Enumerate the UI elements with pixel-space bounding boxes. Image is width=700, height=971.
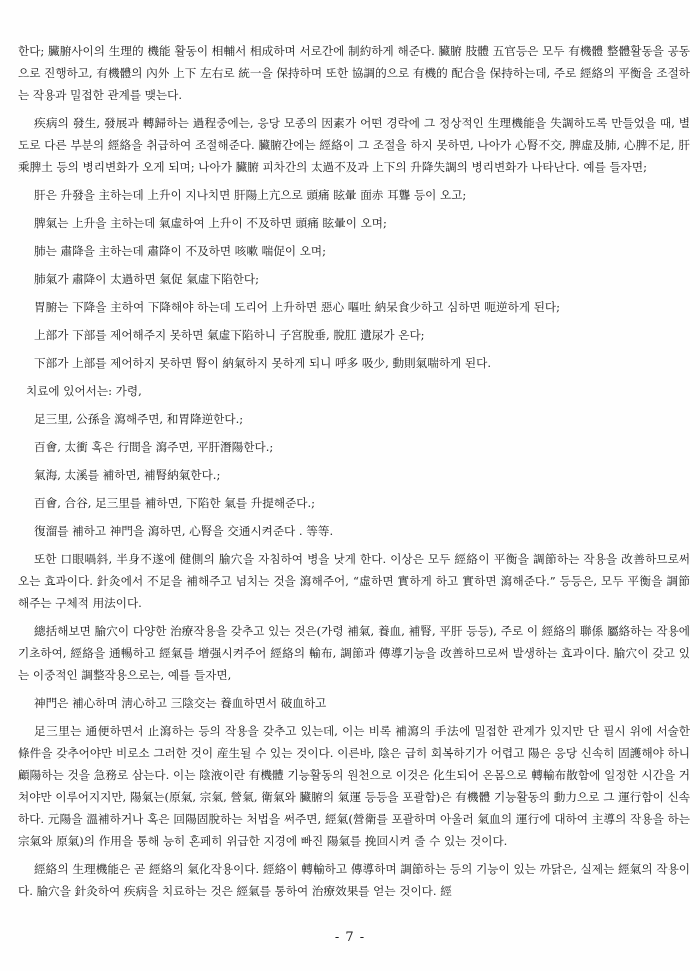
paragraph: 胃腑는 下降을 主하여 下降해야 하는데 도리어 上升하면 惡心 嘔吐 納呆食少하고 심하면 呃逆하게 된다; [34,300,561,314]
page-body [18,40,690,908]
paragraph: 經絡의 生理機能은 곧 經絡의 氣化작용이다. 經絡이 轉輸하고 傳導하며 調節하는 등의 기능이 있는 까닭은, 실제는 經氣의 작용이다. 腧穴을 針灸하여 疾病을 치료하는 것은 經氣를 통하여 治療效果를 얻는 것이다. 經 [18,862,690,898]
paragraph: 肝은 升發을 主하는데 上升이 지나치면 肝陽上亢으로 頭痛 眩暈 面赤 耳聾 등이 오고; [34,188,467,202]
paragraph: 神門은 補心하며 淸心하고 三陰交는 養血하면서 破血하고 [34,696,327,710]
paragraph: 氣海, 太溪를 補하면, 補腎納氣한다.; [34,468,221,482]
paragraph: 足三里는 通便하면서 止瀉하는 등의 작용을 갖추고 있는데, 이는 비록 補瀉의 手法에 밀접한 관계가 있지만 단 필시 위에 서술한 條件을 갖추어야만 비로소 그러한 것이 産生될 수 있는 것이다. 이른바, 陰은 급히 회복하기가 어렵고 陽은 응당 신속히 固護해야 하니 顧陽하는 것을 急務로 삼는다. 이는 陰液이란 有機體 기능활동의 원천으로 이것은 化生되어 온몸으로 轉輸布散함에 일정한 시간을 거쳐야만 이루어지지만, 陽氣는(原氣, 宗氣, 營氣, 衛氣와 臟腑의 氣運 등등을 포괄함)은 有機體 기능활동의 動力으로 그 運行함이 신속하다. 元陽을 溫補하거나 혹은 回陽固脫하는 처법을 써주면, 經氣(營衛를 포괄하며 아울러 氣血의 運行에 대하여 主導의 작용을 하는 宗氣와 原氣)의 作用을 통해 능히 혼페히 위급한 지경에 빠진 陽氣를 挽回시켜 줄 수 있는 것이다. [18,724,690,848]
paragraph: 足三里, 公孫을 瀉해주면, 和胃降逆한다.; [34,412,244,426]
paragraph: 肺氣가 肅降이 太過하면 氣促 氣虛下陷한다; [34,272,259,286]
paragraph: 復溜를 補하고 神門을 瀉하면, 心腎을 交通시켜준다 . 等等. [34,524,334,538]
paragraph: 總括해보면 腧穴이 다양한 治療작용을 갖추고 있는 것은(가령 補氣, 養血, 補腎, 平肝 등등), 주로 이 經絡의 聯係 屬絡하는 작용에 기초하여, 經絡을 通暢하고 經氣를 增强시켜주어 經絡의 輸布, 調節과 傳導기능을 改善하므로써 발생하는 효과이다. 腧穴이 갖고 있는 이중적인 調整작용으로는, 예를 들자면, [18,624,690,682]
paragraph: 下部가 上部를 제어하지 못하면 腎이 納氣하지 못하게 되니 呼多 吸少, 動則氣喘하게 된다. [34,356,492,370]
paragraph: 疾病의 發生, 發展과 轉歸하는 過程중에는, 응당 모종의 因素가 어떤 경락에 그 정상적인 生理機能을 失調하도록 만들었을 때, 별도로 다른 부분의 經絡을 취급하여 조절해준다. 臟腑간에는 經絡이 그 조절을 하지 못하면, 나아가 心腎不交, 脾虛及肺, 心脾不足, 肝乘脾土 등의 병리변화가 오게 되며; 나아가 臟腑 피차간의 太過不及과 上下의 升降失調의 병리변화가 나타난다. 예를 들자면; [18,116,690,174]
paragraph: 百會, 太衝 혹은 行間을 瀉주면, 平肝潛陽한다.; [34,440,274,454]
paragraph: 肺는 肅降을 主하는데 肅降이 不及하면 咳嗽 喘促이 오며; [34,244,327,258]
page-number: - 7 - [334,930,366,945]
paragraph: 치료에 있어서는: 가령, [26,384,142,398]
paragraph: 上部가 下部를 제어해주지 못하면 氣虛下陷하니 子宮脫垂, 脫肛 遺尿가 온다; [34,328,425,342]
paragraph: 한다; 臟腑사이의 生理的 機能 활동이 相輔서 相成하며 서로간에 制約하게 해준다. 臟腑 肢體 五官등은 모두 有機體 整體활동을 공동으로 진행하고, 有機體의 內外 上下 左右로 統一을 保持하며 또한 協調的으로 有機的 配合을 保持하는데, 주로 經絡의 平衡을 조절하는 작용과 밀접한 관계를 맺는다. [18,44,690,102]
paragraph: 또한 口眼喎斜, 半身不遂에 健側의 腧穴을 자침하여 병을 낫게 한다. 이상은 모두 經絡이 平衡을 調節하는 작용을 改善하므로써 오는 효과이다. 針灸에서 不足을 補해주고 넘치는 것을 瀉해주어, “虛하면 實하게 하고 實하면 瀉해준다.” 등등은, 모두 平衡을 調節해주는 구체적 用法이다. [18,552,690,610]
paragraph: 脾氣는 上升을 主하는데 氣虛하여 上升이 不及하면 頭痛 眩暈이 오며; [34,216,387,230]
paragraph: 百會, 合谷, 足三里를 補하면, 下陷한 氣를 升提해준다.; [34,496,316,510]
